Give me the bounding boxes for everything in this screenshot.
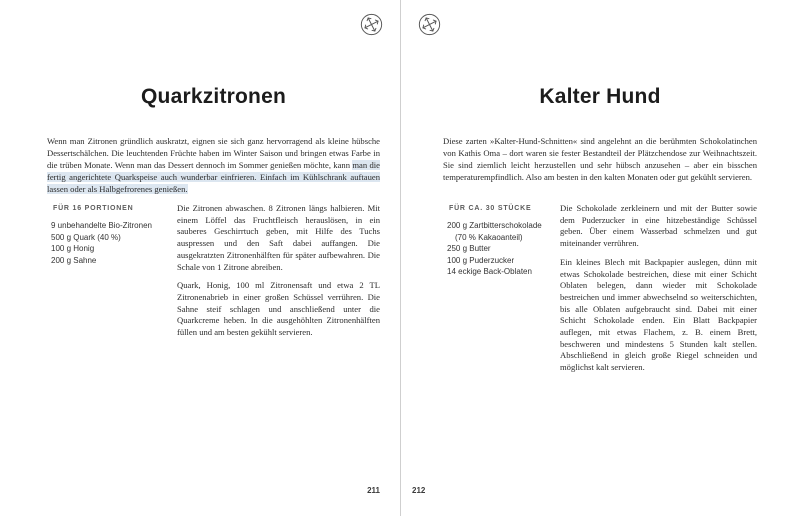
crossed-arrows-icon [418, 13, 441, 36]
page-number: 211 [367, 486, 380, 495]
servings-label: FÜR CA. 30 STÜCKE [449, 205, 532, 212]
left-page [47, 0, 380, 516]
servings-label: FÜR 16 PORTIONEN [53, 205, 134, 212]
intro-text: Wenn man Zitronen gründlich auskratzt, eignen sie sich ganz hervorragend als kleine hübsche Dessertschälchen. Die leuchtenden Früchte haben im Winter Saison und bringen etwas Farbe in die trüben Monate. Wenn man das Dessert dennoch im Sommer genießen möchte, kann [47, 136, 380, 170]
method-paragraph: Ein kleines Blech mit Backpapier auslegen, dünn mit etwas Schokolade bestreichen, diese mit einer Schicht Oblaten belegen, dann wieder mit Schokolade bestreichen und immer abwechselnd so weiterschichten, bis alle Oblaten aufgebraucht sind. Dabei mit einer Schicht Schokolade enden. Ein Blatt Backpapier auflegen, mit etwas Flachem, z. B. einem Brett, beschweren und mindestens 5 Stunden kalt stellen. Abschließend in gleich große Riegel schneiden und möglichst kalt servieren. [560, 256, 757, 373]
recipe-intro [47, 135, 380, 195]
page-gutter-divider [400, 0, 401, 516]
ingredients-column [443, 203, 551, 381]
recipe-title: Quarkzitronen [141, 85, 286, 108]
method-column [177, 203, 380, 346]
ingredient-item: 200 g Sahne [51, 255, 97, 265]
ingredient-item: 200 g Zartbitterschokolade [447, 221, 542, 230]
ingredients-list [447, 220, 551, 278]
method-column [560, 203, 757, 381]
recipe-body [47, 203, 380, 346]
ingredient-item: 100 g Puderzucker [447, 255, 515, 265]
ingredient-item: 14 eckige Back-Oblaten [447, 267, 532, 276]
method-paragraph: Die Schokolade zerkleinern und mit der Butter sowie dem Puderzucker in eine hitzebeständige Schüssel geben. Über einem Wasserbad schmelzen und gut miteinander verrühren. [560, 203, 757, 249]
right-page [443, 0, 757, 516]
ingredient-item: 500 g Quark (40 %) [51, 232, 121, 242]
recipe-intro: Diese zarten »Kalter-Hund-Schnitten« sind angelehnt an die berühmten Schokolatinchen von Kathis Oma – dort waren sie fester Bestandteil der Plätzchendose zur Weihnachtszeit. Sie sind ziemlich leicht herzustellen und sehr hübsch anzusehen – aber ein bisschen temperaturempfindlich. Also am besten in den kalten Monaten oder gut gekühlt servieren. [443, 136, 757, 182]
ingredients-column [47, 203, 165, 346]
page-number: 212 [412, 486, 426, 495]
highlighted-text: man die fertig angerichtete Quarkspeise auch wunderbar einfrieren. Einfach im Kühlschrank auftauen lassen oder als Halbgefrorenes genießen. [47, 160, 380, 194]
ingredients-list [51, 220, 165, 266]
method-paragraph: Quark, Honig, 100 ml Zitronensaft und etwa 2 TL Zitronenabrieb in einer großen Schüssel verrühren. Die Sahne steif schlagen und anschließend unter die Quarkcreme heben. In die ausgehöhlten Zitronenhälften füllen und am besten gekühlt servieren. [177, 280, 380, 338]
method-paragraph: Die Zitronen abwaschen. 8 Zitronen längs halbieren. Mit einem Löffel das Fruchtfleisch herauslösen, in ein sauberes Geschirrtuch geben, mit Hilfe des Tuchs auspressen und den Saft dabei auffangen. Die ausgekratzten Zitronenhälften für später aufbewahren. Die Schale von 1 Zitrone abreiben. [177, 203, 380, 272]
ingredient-item: (70 % Kakaoanteil) [455, 232, 523, 242]
ingredient-item: 9 unbehandelte Bio-Zitronen [51, 221, 152, 230]
recipe-title: Kalter Hund [539, 85, 661, 108]
recipe-body [443, 203, 757, 381]
ingredient-item: 100 g Honig [51, 244, 95, 253]
ingredient-item: 250 g Butter [447, 244, 491, 253]
